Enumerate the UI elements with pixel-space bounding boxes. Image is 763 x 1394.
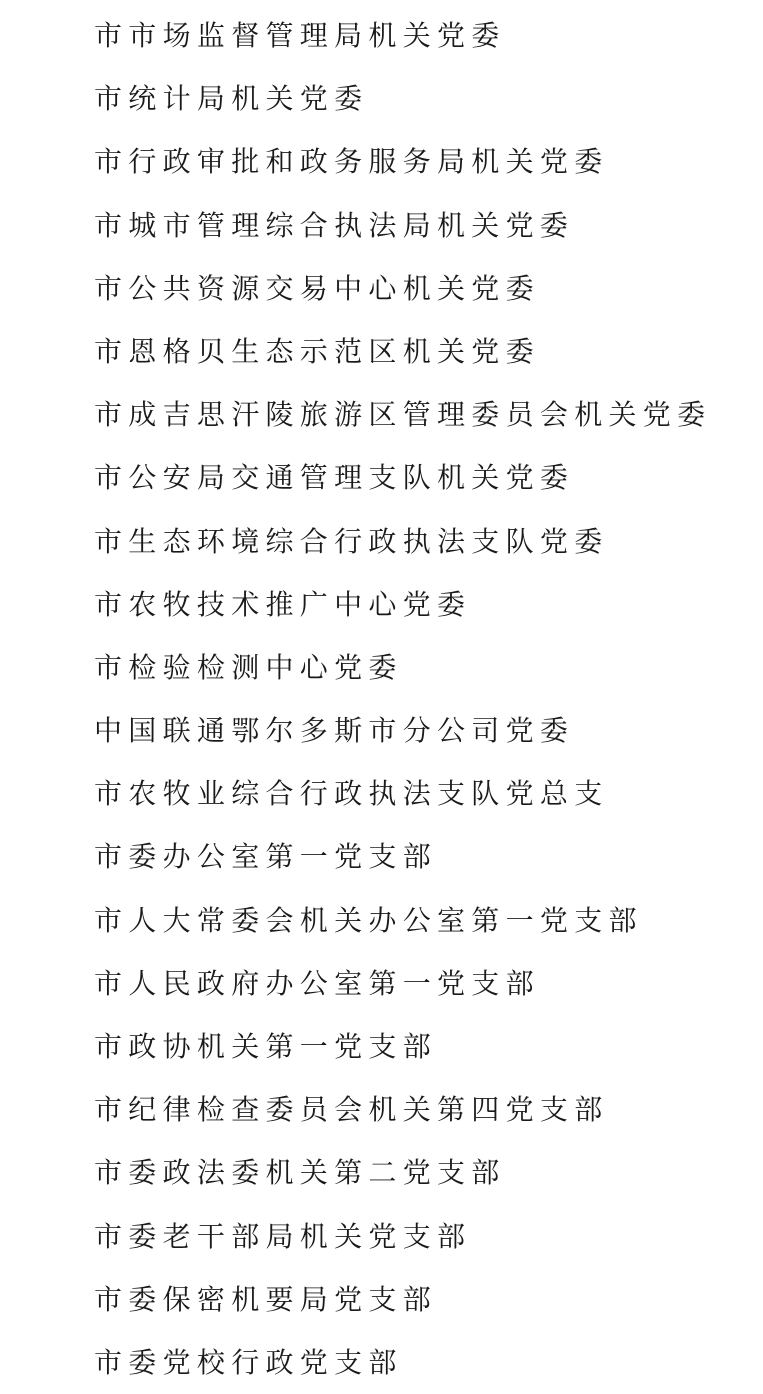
list-item: 市人民政府办公室第一党支部 bbox=[94, 966, 540, 1000]
list-item: 市纪律检查委员会机关第四党支部 bbox=[94, 1093, 609, 1127]
list-item: 市人大常委会机关办公室第一党支部 bbox=[94, 903, 643, 937]
list-item: 市生态环境综合行政执法支队党委 bbox=[94, 524, 609, 558]
list-item: 市委政法委机关第二党支部 bbox=[94, 1156, 506, 1190]
list-item: 市统计局机关党委 bbox=[94, 82, 369, 116]
list-item: 市农牧业综合行政执法支队党总支 bbox=[94, 777, 609, 811]
organization-list bbox=[94, 4, 711, 1394]
list-item: 市成吉思汗陵旅游区管理委员会机关党委 bbox=[94, 398, 712, 432]
list-item: 市行政审批和政务服务局机关党委 bbox=[94, 145, 609, 179]
list-item: 市市场监督管理局机关党委 bbox=[94, 19, 506, 52]
list-item: 市委保密机要局党支部 bbox=[94, 1282, 438, 1316]
list-item: 市委办公室第一党支部 bbox=[94, 840, 438, 874]
list-item: 市城市管理综合执法局机关党委 bbox=[94, 208, 575, 242]
list-item: 市检验检测中心党委 bbox=[94, 650, 403, 684]
list-item: 市委老干部局机关党支部 bbox=[94, 1219, 472, 1253]
list-item: 市公安局交通管理支队机关党委 bbox=[94, 461, 575, 495]
list-item: 市恩格贝生态示范区机关党委 bbox=[94, 334, 540, 368]
list-item: 市政协机关第一党支部 bbox=[94, 1030, 438, 1063]
list-item: 中国联通鄂尔多斯市分公司党委 bbox=[94, 714, 575, 748]
list-item: 市公共资源交易中心机关党委 bbox=[94, 271, 540, 305]
list-item: 市委党校行政党支部 bbox=[94, 1345, 403, 1379]
list-item: 市农牧技术推广中心党委 bbox=[94, 587, 472, 621]
